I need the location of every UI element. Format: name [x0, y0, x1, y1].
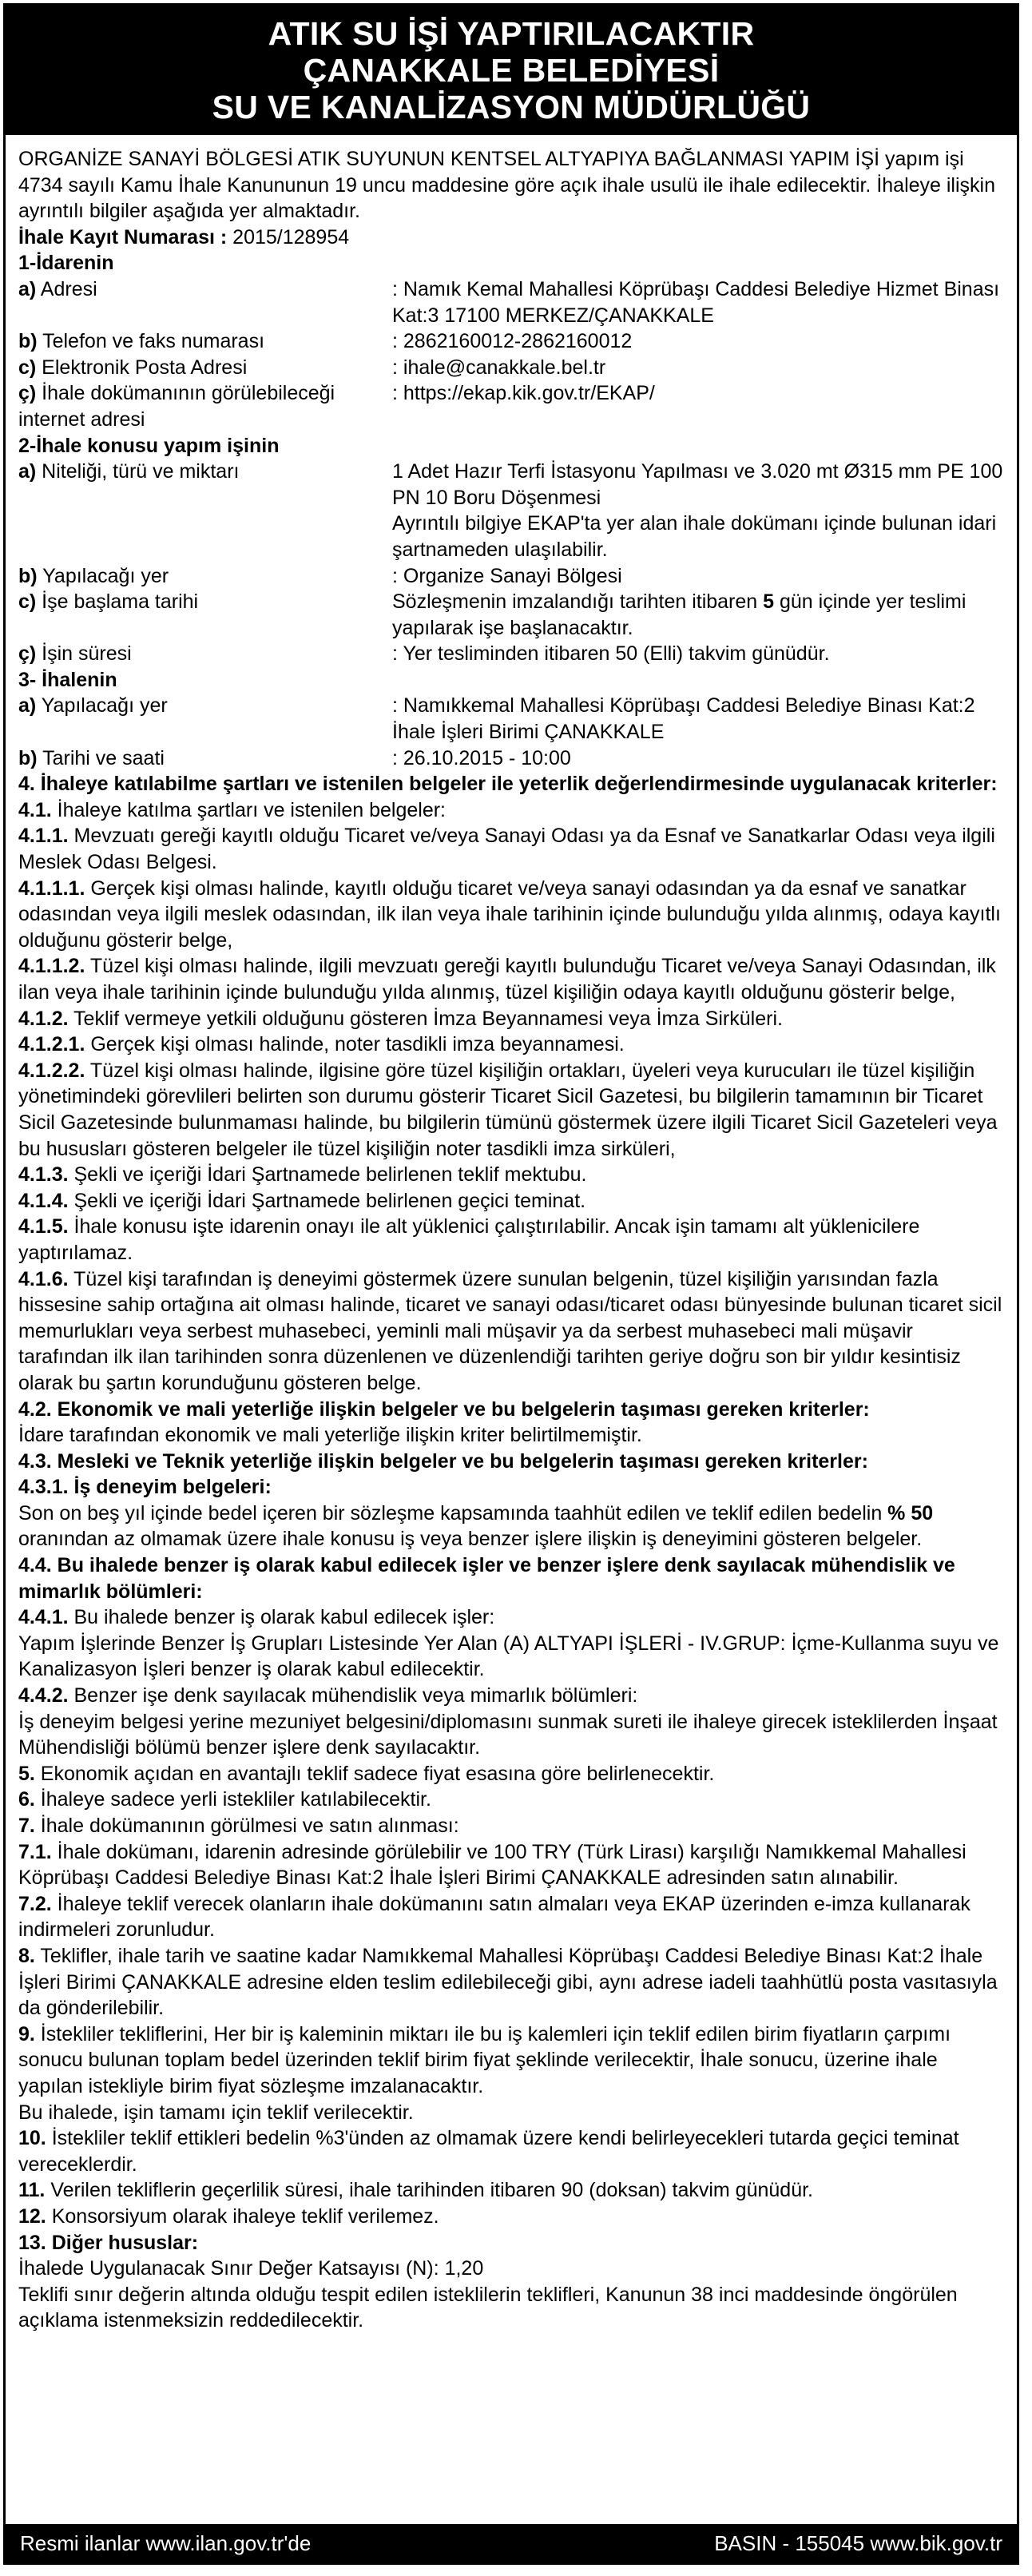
clause-number: 4.1.4. [18, 1189, 69, 1212]
clause-item [18, 876, 1004, 954]
clause-text: Şekli ve içeriği İdari Şartnamede belirlenen teklif mektubu. [68, 1163, 587, 1187]
tender-announcement [3, 3, 1019, 2565]
idare-email-row: c) Elektronik Posta Adresi : ihale@canakkale.bel.tr [18, 355, 1004, 381]
clause-number: 4.2. Ekonomik ve mali yeterliğe ilişkin belgeler ve bu belgelerin taşıması gereken kriterler: [18, 1397, 870, 1421]
idare-internet-row: ç) İhale dokümanının görülebileceği internet adresi : https://ekap.kik.gov.tr/EKAP/ [18, 380, 1004, 432]
clause-text: Mevzuatı gereği kayıtlı olduğu Ticaret ve/veya Sanayi Odası ya da Esnaf ve Sanatkarlar Odası veya ilgili Meslek Odası Belgesi. [18, 825, 995, 874]
clause-number: 6. [18, 1788, 35, 1811]
clause-item [18, 1683, 1004, 1709]
clause-text: oranından az olmamak üzere ihale konusu iş veya benzer işlere ilişkin iş deneyimini gösteren belgeler. [18, 1528, 923, 1551]
clause-item [18, 1761, 1004, 1787]
clause-text: Tüzel kişi tarafından iş deneyimi göstermek üzere sunulan belgenin, tüzel kişiliğin yarısından fazla hissesine sahip ortağına ait olması halinde, ticaret ve sanayi odası/ticaret odası bünyesinde bulunan ticaret sicil memurlukları veya serbest muhasebeci, yeminli mali müşavir ya da serbest muhasebeci mali müşavir tarafından ilk ilan tarihinden sonra düzenlenen ve düzenlendiği tarihten geriye doğru son bir yıldır kesintisiz olarak bu şartın korunduğunu gösteren belge. [18, 1267, 1002, 1394]
clause-number: 8. [18, 1944, 35, 1967]
clause-number: 4.4.1. [18, 1606, 69, 1629]
clause-item [18, 1214, 1004, 1266]
clause-number: 11. [18, 2179, 46, 2202]
clause-item [18, 1709, 1004, 1761]
clause-text: Tüzel kişi olması halinde, ilgili mevzuatı gereği kayıtlı bulunduğu Ticaret ve/veya Sanayi Odasından, ilk ilan veya ihale tarihinin içinde bulunduğu yılda alınmış, tüzel kişiliğin odaya kayıtlı olduğunu gösterir belge, [18, 955, 996, 1004]
idare-address-value: : Namık Kemal Mahallesi Köprübaşı Caddesi Belediye Hizmet Binası Kat:3 17100 MERKEZ/ÇANAKKALE [392, 277, 1000, 327]
section-heading-idare: 1-İdarenin [18, 252, 114, 275]
ihale-date-value: : 26.10.2015 - 10:00 [392, 746, 571, 769]
konu-start-row: c) İşe başlama tarihi Sözleşmenin imzalandığı tarihten itibaren 5 gün içinde yer teslimi yapılarak işe başlanacaktır. [18, 589, 1004, 641]
clause-text: Verilen tekliflerin geçerlilik süresi, ihale tarihinden itibaren 90 (doksan) takvim günüdür. [45, 2179, 813, 2202]
clause-number: 7. [18, 1815, 35, 1837]
clause-number: 4.1.2. [18, 1007, 69, 1030]
clause-number: 10. [18, 2127, 46, 2150]
announcement-footer [6, 2524, 1017, 2562]
clause-item [18, 1943, 1004, 2021]
clause-item [18, 1449, 1004, 1475]
clause-item [18, 1891, 1004, 1943]
clause-text: İhaleye katılma şartları ve istenilen belgeler: [51, 798, 447, 821]
clause-item [18, 1058, 1004, 1162]
clause-item [18, 771, 1004, 797]
clause-text: Ekonomik açıdan en avantajlı teklif sadece fiyat esasına göre belirlenecektir. [34, 1762, 715, 1785]
clause-item [18, 2177, 1004, 2204]
clause-number: 4.1.6. [18, 1267, 69, 1290]
clause-number: 7.2. [18, 1892, 52, 1915]
clause-item [18, 2230, 1004, 2256]
clause-item [18, 1188, 1004, 1214]
clause-number: 4.1.5. [18, 1215, 69, 1238]
clause-text: İhale dokümanı, idarenin adresinde görülebilir ve 100 TRY (Türk Lirası) karşılığı Namıkkemal Mahallesi Köprübaşı Caddesi Belediye Binası Kat:2 İhale İşleri Birimi ÇANAKKALE adresinden satın alınabilir. [18, 1840, 967, 1890]
ihale-place-value: : Namıkkemal Mahallesi Köprübaşı Caddesi Belediye Binası Kat:2 İhale İşleri Birimi ÇANAKKALE [392, 694, 975, 744]
announcement-header [6, 6, 1017, 135]
clause-number: 4.4. Bu ihalede benzer iş olarak kabul edilecek işler ve benzer işlere denk sayılacak mühendislik ve mimarlık bölümleri: [18, 1554, 955, 1603]
clause-item [18, 1787, 1004, 1813]
clause-text: Tüzel kişi olması halinde, ilgisine göre tüzel kişiliğin ortakları, üyeleri veya kurucuları ile tüzel kişiliğin yönetimindeki görevlileri belirten son durumu gösterir Ticaret Sicil Gazetesi, bu bilgilerin tamamının bir Ticaret Sicil Gazetesinde bulunmaması halinde, bu bilgilerin tümünü göstermek üzere ilgili Ticaret Sicil Gazeteleri veya bu hususları gösteren belgeler ile tüzel kişiliğin noter tasdikli imza sirküleri, [18, 1059, 998, 1160]
clause-number: 4.1.1.2. [18, 955, 85, 978]
clause-item [18, 1501, 1004, 1552]
clause-number: 4.1.2.2. [18, 1059, 85, 1082]
header-directorate: SU VE KANALİZASYON MÜDÜRLÜĞÜ [212, 89, 811, 125]
idare-address-row: a) Adresi : Namık Kemal Mahallesi Köprübaşı Caddesi Belediye Hizmet Binası Kat:3 17100 MERKEZ/ÇANAKKALE [18, 276, 1004, 328]
clause-text: İstekliler teklif ettikleri bedelin %3'ünden az olmamak üzere kendi belirleyecekleri tutarda geçici teminat vereceklerdir. [18, 2127, 959, 2176]
clause-item [18, 1032, 1004, 1058]
clause-item [18, 2021, 1004, 2100]
clause-text: Bu ihalede, işin tamamı için teklif verilecektir. [18, 2101, 414, 2124]
idare-phone-value: : 2862160012-2862160012 [392, 330, 633, 353]
clause-number: 4.3. Mesleki ve Teknik yeterliğe ilişkin belgeler ve bu belgelerin taşıması gereken kriterler: [18, 1449, 868, 1473]
clause-item [18, 1162, 1004, 1188]
clause-number: 4.1.1.1. [18, 877, 85, 900]
clauses-list [18, 771, 1004, 2334]
clause-item [18, 1552, 1004, 1604]
clause-number: 4.4.2. [18, 1684, 69, 1707]
clause-text: İstekliler tekliflerini, Her bir iş kaleminin miktarı ile bu iş kalemleri için teklif edilen birim fiyatların çarpımı sonucu bulunan toplam bedel üzerinden teklif birim fiyat şeklinde verilecektir, İhale sonucu, üzerine ihale yapılan istekliyle birim fiyat sözleşme imzalanacaktır. [18, 2022, 951, 2097]
clause-number: 4.1. [18, 798, 52, 821]
clause-number: 7.1. [18, 1840, 52, 1863]
clause-text: İhaleye sadece yerli istekliler katılabilecektir. [34, 1788, 431, 1811]
clause-number: 4.1.2.1. [18, 1033, 85, 1056]
clause-text: Teklifler, ihale tarih ve saatine kadar Namıkkemal Mahallesi Köprübaşı Caddesi Belediye Binası Kat:2 İhale İşleri Birimi ÇANAKKALE adresine elden teslim edilebileceği gibi, aynı adrese iadeli taahhütlü posta vasıtasıyla da gönderilebilir. [18, 1944, 998, 2020]
clause-text: Son on beş yıl içinde bedel içeren bir sözleşme kapsamında taahhüt edilen ve teklif edilen bedelin [18, 1501, 888, 1525]
ihale-place-row: a) Yapılacağı yer : Namıkkemal Mahallesi Köprübaşı Caddesi Belediye Binası Kat:2 İhale İşleri Birimi ÇANAKKALE [18, 693, 1004, 745]
konu-duration-value: : Yer tesliminden itibaren 50 (Elli) takvim günüdür. [392, 642, 830, 666]
idare-internet-value: : https://ekap.kik.gov.tr/EKAP/ [392, 382, 655, 405]
clause-text: İhale dokümanının görülmesi ve satın alınması: [34, 1815, 459, 1837]
clause-number: 4.3.1. İş deneyim belgeleri: [18, 1476, 272, 1499]
footer-left-link[interactable]: Resmi ilanlar www.ilan.gov.tr'de [20, 2530, 312, 2555]
clause-number: 4.1.1. [18, 825, 69, 848]
clause-emphasis: % 50 [887, 1501, 934, 1525]
clause-item [18, 1813, 1004, 1839]
clause-item [18, 1839, 1004, 1891]
konu-place-row: b) Yapılacağı yer : Organize Sanayi Bölgesi [18, 563, 1004, 590]
konu-nature-row: a) Niteliği, türü ve miktarı 1 Adet Hazır Terfi İstasyonu Yapılması ve 3.020 mt Ø315 mm PE 100 PN 10 Boru Döşenmesi Ayrıntılı bilgiye EKAP'ta yer alan ihale dokümanı içinde bulunan idari şartnameden ulaşılabilir. [18, 459, 1004, 563]
clause-text: Bu ihalede benzer iş olarak kabul edilecek işler: [68, 1606, 495, 1629]
footer-right-link[interactable]: BASIN - 155045 www.bik.gov.tr [714, 2530, 1002, 2555]
clause-text: Gerçek kişi olması halinde, noter tasdikli imza beyannamesi. [85, 1033, 625, 1056]
konu-duration-row: ç) İşin süresi : Yer tesliminden itibaren 50 (Elli) takvim günüdür. [18, 641, 1004, 667]
clause-text: İş deneyim belgesi yerine mezuniyet belgesini/diplomasını sunmak sureti ile ihaleye girecek isteklilerden İnşaat Mühendisliği bölümü benzer işlere denk sayılacaktır. [18, 1710, 998, 1759]
clause-text: Benzer işe denk sayılacak mühendislik veya mimarlık bölümleri: [68, 1684, 638, 1707]
konu-nature-value: 1 Adet Hazır Terfi İstasyonu Yapılması ve 3.020 mt Ø315 mm PE 100 PN 10 Boru Döşenmesi Ayrıntılı bilgiye EKAP'ta yer alan ihale dokümanı içinde bulunan idari şartnameden ulaşılabilir. [392, 460, 1003, 561]
clause-item [18, 953, 1004, 1005]
clause-item [18, 2100, 1004, 2126]
clause-number: 12. [18, 2204, 46, 2228]
section-heading-ihale: 3- İhalenin [18, 668, 117, 691]
clause-item [18, 1422, 1004, 1449]
clause-item [18, 2125, 1004, 2177]
clause-text: Teklifi sınır değerin altında olduğu tespit edilen isteklilerin teklifleri, Kanunun 38 inci maddesinde öngörülen açıklama istenmeksizin reddedilecektir. [18, 2283, 958, 2332]
idare-phone-row: b) Telefon ve faks numarası : 2862160012-2862160012 [18, 328, 1004, 355]
clause-text: Şekli ve içeriği İdari Şartnamede belirlenen geçici teminat. [68, 1189, 586, 1212]
clause-item [18, 1397, 1004, 1423]
konu-place-value: : Organize Sanayi Bölgesi [392, 564, 622, 587]
clause-number: 9. [18, 2022, 35, 2045]
clause-item [18, 1631, 1004, 1683]
clause-text: Konsorsiyum olarak ihaleye teklif verilemez. [46, 2204, 439, 2228]
clause-item [18, 797, 1004, 824]
clause-item [18, 823, 1004, 875]
section-heading-konu: 2-İhale konusu yapım işinin [18, 434, 280, 457]
clause-item [18, 1474, 1004, 1501]
clause-number: 4.1.3. [18, 1163, 69, 1187]
clause-text: Yapım İşlerinde Benzer İş Grupları Listesinde Yer Alan (A) ALTYAPI İŞLERİ - IV.GRUP: İçme-Kullanma suyu ve Kanalizasyon İşleri benzer iş olarak kabul edilecektir. [18, 1632, 999, 1681]
clause-item [18, 1006, 1004, 1032]
header-municipality: ÇANAKKALE BELEDİYESİ [303, 52, 720, 89]
clause-item [18, 1266, 1004, 1397]
clause-text: Teklif vermeye yetkili olduğunu gösteren İmza Beyannamesi veya İmza Sirküleri. [68, 1007, 783, 1030]
clause-item [18, 2256, 1004, 2282]
clause-item [18, 1604, 1004, 1631]
registration-label: İhale Kayıt Numarası : [18, 225, 228, 248]
clause-text: İhaleye teklif verecek olanların ihale dokümanını satın almaları veya EKAP üzerinden e-imza kullanarak indirmeleri zorunludur. [18, 1892, 970, 1942]
registration-number [18, 225, 1004, 251]
idare-email-value: : ihale@canakkale.bel.tr [392, 356, 606, 379]
header-title: ATIK SU İŞİ YAPTIRILACAKTIR [268, 15, 755, 52]
clause-item [18, 2204, 1004, 2230]
announcement-body [6, 135, 1017, 2334]
clause-text: İhale konusu işte idarenin onayı ile alt yüklenici çalıştırılabilir. Ancak işin tamamı alt yüklenicilere yaptırılamaz. [18, 1215, 920, 1264]
clause-text: İdare tarafından ekonomik ve mali yeterliğe ilişkin kriter belirtilmemiştir. [18, 1424, 642, 1447]
clause-item [18, 2282, 1004, 2334]
clause-text: Gerçek kişi olması halinde, kayıtlı olduğu ticaret ve/veya sanayi odasından ya da esnaf ve sanatkar odasından veya ilgili meslek odasından, ilk ilan veya ihale tarihinin içinde bulunduğu yılda alınmış, odaya kayıtlı olduğunu gösterir belge, [18, 877, 1001, 952]
registration-value: 2015/128954 [227, 225, 350, 248]
clause-number: 13. Diğer hususlar: [18, 2231, 199, 2254]
konu-start-value: Sözleşmenin imzalandığı tarihten itibaren 5 gün içinde yer teslimi yapılarak işe başlanacaktır. [392, 590, 967, 639]
clause-number: 4. İhaleye katılabilme şartları ve istenilen belgeler ile yeterlik değerlendirmesinde uygulanacak kriterler: [18, 773, 998, 796]
intro-paragraph: ORGANİZE SANAYİ BÖLGESİ ATIK SUYUNUN KENTSEL ALTYAPIYA BAĞLANMASI YAPIM İŞİ yapım işi 4734 sayılı Kamu İhale Kanununun 19 uncu maddesine göre açık ihale usulü ile ihale edilecektir. İhaleye ilişkin ayrıntılı bilgiler aşağıda yer almaktadır. [18, 148, 995, 223]
ihale-date-row: b) Tarihi ve saati : 26.10.2015 - 10:00 [18, 745, 1004, 772]
clause-text: İhalede Uygulanacak Sınır Değer Katsayısı (N): 1,20 [18, 2257, 484, 2280]
clause-number: 5. [18, 1762, 35, 1785]
